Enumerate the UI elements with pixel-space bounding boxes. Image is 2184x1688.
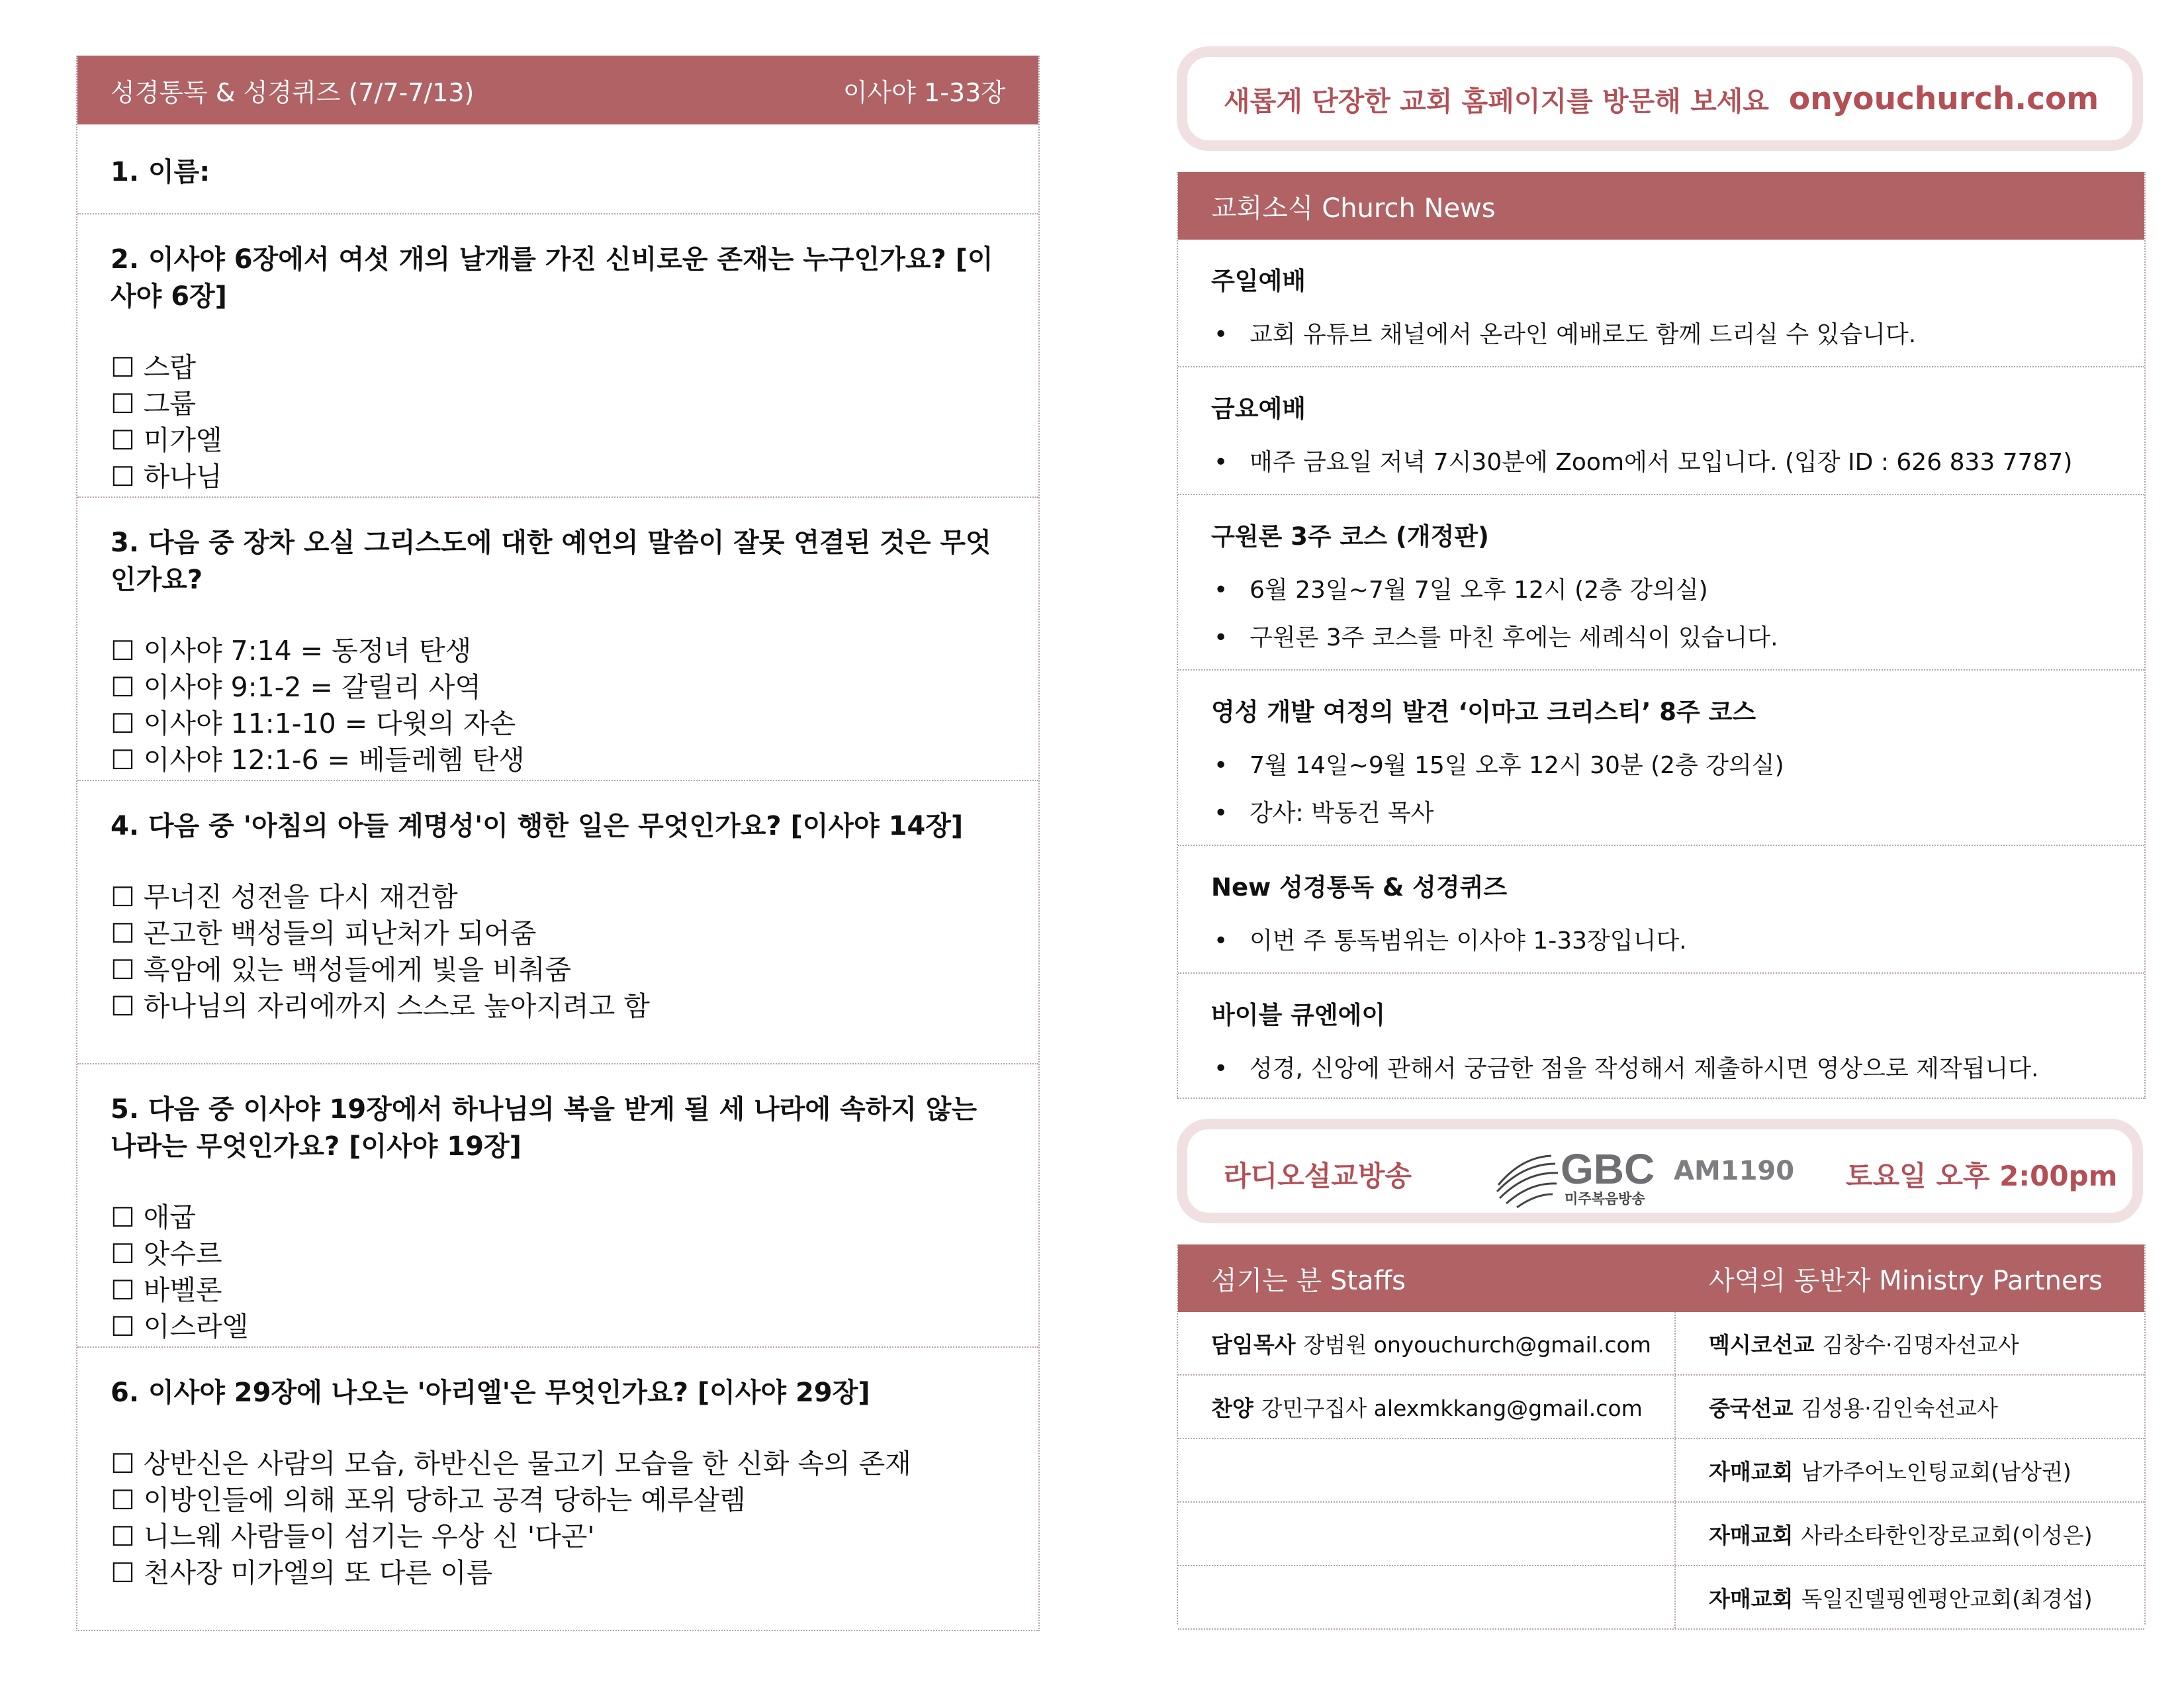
option-checkbox[interactable]: ☐ 하나님 — [111, 461, 222, 492]
gbc-logo-subtitle: 미주복음방송 — [1565, 1191, 1645, 1207]
option-checkbox[interactable]: ☐ 이방인들에 의해 포위 당하고 공격 당하는 예루살렘 — [111, 1484, 746, 1516]
quiz-panel — [76, 56, 1040, 1631]
question-options — [111, 633, 1005, 778]
staff-panel — [1177, 1244, 2146, 1624]
bullet-icon: • — [1214, 624, 1228, 651]
radio-broadcast-banner — [1177, 1119, 2143, 1223]
news-bullet-text: 매주 금요일 저녁 7시30분에 Zoom에서 모입니다. (입장 ID : 626 833 7787) — [1250, 449, 2073, 476]
staff-role: 찬양 — [1211, 1395, 1253, 1421]
staff-cell — [1178, 1503, 1676, 1565]
quiz-header-title: 성경통독 & 성경퀴즈 (7/7-7/13) — [111, 77, 475, 107]
news-bullet-text: 강사: 박동건 목사 — [1250, 800, 1434, 827]
question-title: 5. 다음 중 이사야 19장에서 하나님의 복을 받게 될 세 나라에 속하지 않는 나라는 무엇인가요? [이사야 19장] — [111, 1094, 978, 1162]
news-bullet — [1211, 567, 2111, 614]
staff-cell — [1178, 1312, 1676, 1374]
news-bullet — [1211, 1045, 2111, 1093]
news-bullet-text: 성경, 신앙에 관해서 궁금한 점을 작성해서 제출하시면 영상으로 제작됩니다. — [1250, 1055, 2039, 1082]
option-checkbox[interactable]: ☐ 상반신은 사람의 모습, 하반신은 물고기 모습을 한 신화 속의 존재 — [111, 1448, 911, 1479]
partner-cell — [1676, 1312, 2143, 1374]
gbc-logo — [1492, 1144, 1670, 1210]
partner-cell — [1676, 1439, 2143, 1501]
name-field-label: 1. 이름: — [111, 157, 210, 187]
news-bullet — [1211, 439, 2111, 487]
news-item-bullets — [1211, 917, 2111, 965]
staff-row — [1178, 1376, 2144, 1439]
question-3 — [77, 498, 1038, 781]
question-title: 6. 이사야 29장에 나오는 '아리엘'은 무엇인가요? [이사야 29장] — [111, 1378, 870, 1408]
news-item-bible-reading — [1178, 846, 2144, 974]
name-field-section — [77, 124, 1038, 214]
bullet-icon: • — [1214, 449, 1228, 476]
staff-cell — [1178, 1439, 1676, 1501]
question-2 — [77, 214, 1038, 498]
news-item-bible-qna — [1178, 974, 2144, 1099]
question-title: 3. 다음 중 장차 오실 그리스도에 대한 예언의 말씀이 잘못 연결된 것은 무엇인가요? — [111, 528, 991, 595]
partner-detail: 김창수·김명자선교사 — [1822, 1331, 2019, 1358]
partner-detail: 김성용·김인숙선교사 — [1801, 1395, 1998, 1421]
bullet-icon: • — [1214, 927, 1228, 955]
church-news-panel — [1177, 172, 2146, 1099]
staff-header-title: 섬기는 분 Staffs — [1211, 1265, 1406, 1296]
option-checkbox[interactable]: ☐ 곤고한 백성들의 피난처가 되어줌 — [111, 917, 537, 949]
bullet-icon: • — [1214, 577, 1228, 604]
option-checkbox[interactable]: ☐ 애굽 — [111, 1201, 197, 1233]
option-checkbox[interactable]: ☐ 무너진 성전을 다시 재건함 — [111, 881, 458, 913]
bullet-icon: • — [1214, 1055, 1228, 1082]
news-item-sunday-service — [1178, 240, 2144, 367]
option-checkbox[interactable]: ☐ 이사야 7:14 = 동정녀 탄생 — [111, 635, 472, 667]
news-bullet — [1211, 614, 2111, 662]
globe-icon — [1492, 1144, 1670, 1210]
staff-row — [1178, 1566, 2144, 1630]
partner-cell — [1676, 1503, 2143, 1565]
news-bullet — [1211, 917, 2111, 965]
news-item-title: New 성경통독 & 성경퀴즈 — [1211, 873, 1508, 902]
partner-cell — [1676, 1376, 2143, 1438]
option-checkbox[interactable]: ☐ 앗수르 — [111, 1238, 222, 1270]
news-bullet-text: 7월 14일~9월 15일 오후 12시 30분 (2층 강의실) — [1250, 752, 1784, 779]
news-bullet-text: 6월 23일~7월 7일 오후 12시 (2층 강의실) — [1250, 577, 1708, 604]
partner-detail: 남가주어노인팅교회(남상권) — [1801, 1458, 2071, 1485]
staff-cell — [1178, 1566, 1676, 1628]
question-title: 4. 다음 중 '아침의 아들 계명성'이 행한 일은 무엇인가요? [이사야 14장] — [111, 811, 964, 841]
news-item-bullets — [1211, 1045, 2111, 1093]
homepage-banner-text: 새롭게 단장한 교회 홈페이지를 방문해 보세요 — [1224, 85, 1769, 117]
question-options — [111, 1199, 1005, 1345]
bullet-icon: • — [1214, 752, 1228, 779]
staff-header — [1178, 1244, 2144, 1312]
partner-role: 자매교회 — [1709, 1522, 1794, 1548]
staff-row — [1178, 1312, 2144, 1376]
partner-detail: 독일진델핑엔평안교회(최경섭) — [1801, 1585, 2093, 1612]
question-options — [111, 350, 1005, 495]
radio-broadcast-label: 라디오설교방송 — [1224, 1160, 1412, 1192]
radio-frequency: AM1190 — [1674, 1156, 1795, 1186]
option-checkbox[interactable]: ☐ 이사야 11:1-10 = 다윗의 자손 — [111, 708, 516, 739]
question-options — [111, 879, 1005, 1025]
church-news-header: 교회소식 Church News — [1178, 172, 2144, 240]
option-checkbox[interactable]: ☐ 니느웨 사람들이 섬기는 우상 신 '다곤' — [111, 1521, 595, 1552]
option-checkbox[interactable]: ☐ 미가엘 — [111, 424, 222, 456]
news-item-title: 구원론 3주 코스 (개정판) — [1211, 522, 1489, 551]
homepage-banner — [1177, 46, 2143, 151]
partner-role: 자매교회 — [1709, 1585, 1794, 1612]
news-bullet-text: 이번 주 통독범위는 이사야 1-33장입니다. — [1250, 927, 1687, 955]
bullet-icon: • — [1214, 800, 1228, 827]
option-checkbox[interactable]: ☐ 이사야 12:1-6 = 베들레헴 탄생 — [111, 744, 525, 776]
gbc-logo-text: GBC — [1561, 1145, 1655, 1193]
news-item-title: 금요예배 — [1211, 395, 1306, 423]
question-4 — [77, 781, 1038, 1064]
option-checkbox[interactable]: ☐ 이스라엘 — [111, 1311, 249, 1342]
question-title: 2. 이사야 6장에서 여섯 개의 날개를 가진 신비로운 존재는 누구인가요? [이사야 6장] — [111, 244, 993, 312]
option-checkbox[interactable]: ☐ 그룹 — [111, 388, 197, 420]
partner-cell — [1676, 1566, 2143, 1628]
news-bullet — [1211, 790, 2111, 837]
radio-time: 토요일 오후 2:00pm — [1846, 1160, 2118, 1192]
partner-role: 멕시코선교 — [1709, 1331, 1815, 1358]
news-item-title: 바이블 큐엔에이 — [1211, 1001, 1386, 1029]
news-bullet-text: 구원론 3주 코스를 마친 후에는 세례식이 있습니다. — [1250, 624, 1778, 651]
news-bullet-text: 교회 유튜브 채널에서 온라인 예배로도 함께 드리실 수 있습니다. — [1250, 321, 1917, 348]
question-6 — [77, 1348, 1038, 1628]
homepage-link[interactable]: onyouchurch.com — [1788, 80, 2099, 117]
option-checkbox[interactable]: ☐ 바벨론 — [111, 1274, 222, 1306]
news-item-imago-christi — [1178, 671, 2144, 846]
staff-role: 담임목사 — [1211, 1331, 1296, 1358]
news-bullet — [1211, 311, 2111, 359]
staff-row — [1178, 1439, 2144, 1503]
news-item-bullets — [1211, 439, 2111, 487]
news-item-salvation-course — [1178, 495, 2144, 671]
news-bullet — [1211, 742, 2111, 790]
option-checkbox[interactable]: ☐ 스랍 — [111, 352, 197, 383]
staff-detail: 강민구집사 alexmkkang@gmail.com — [1261, 1395, 1643, 1421]
partner-role: 자매교회 — [1709, 1458, 1794, 1485]
news-item-bullets — [1211, 742, 2111, 837]
staff-row — [1178, 1503, 2144, 1566]
news-item-title: 영성 개발 여정의 발견 ‘이마고 크리스티’ 8주 코스 — [1211, 698, 1756, 726]
question-options — [111, 1446, 1005, 1591]
question-5 — [77, 1064, 1038, 1348]
staff-detail: 장범원 onyouchurch@gmail.com — [1303, 1331, 1651, 1358]
partner-detail: 사라소타한인장로교회(이성은) — [1801, 1522, 2093, 1548]
staff-cell — [1178, 1376, 1676, 1438]
news-item-bullets — [1211, 311, 2111, 359]
partner-role: 중국선교 — [1709, 1395, 1794, 1421]
option-checkbox[interactable]: ☐ 천사장 미가엘의 또 다른 이름 — [111, 1557, 493, 1589]
quiz-header — [77, 56, 1038, 124]
news-item-friday-service — [1178, 367, 2144, 495]
news-item-bullets — [1211, 567, 2111, 662]
option-checkbox[interactable]: ☐ 이사야 9:1-2 = 갈릴리 사역 — [111, 671, 481, 703]
option-checkbox[interactable]: ☐ 흑암에 있는 백성들에게 빛을 비춰줌 — [111, 954, 572, 986]
option-checkbox[interactable]: ☐ 하나님의 자리에까지 스스로 높아지려고 함 — [111, 990, 650, 1022]
bullet-icon: • — [1214, 321, 1228, 348]
partners-header-title: 사역의 동반자 Ministry Partners — [1709, 1265, 2103, 1296]
quiz-header-range: 이사야 1-33장 — [842, 77, 1005, 107]
news-item-title: 주일예배 — [1211, 267, 1306, 295]
